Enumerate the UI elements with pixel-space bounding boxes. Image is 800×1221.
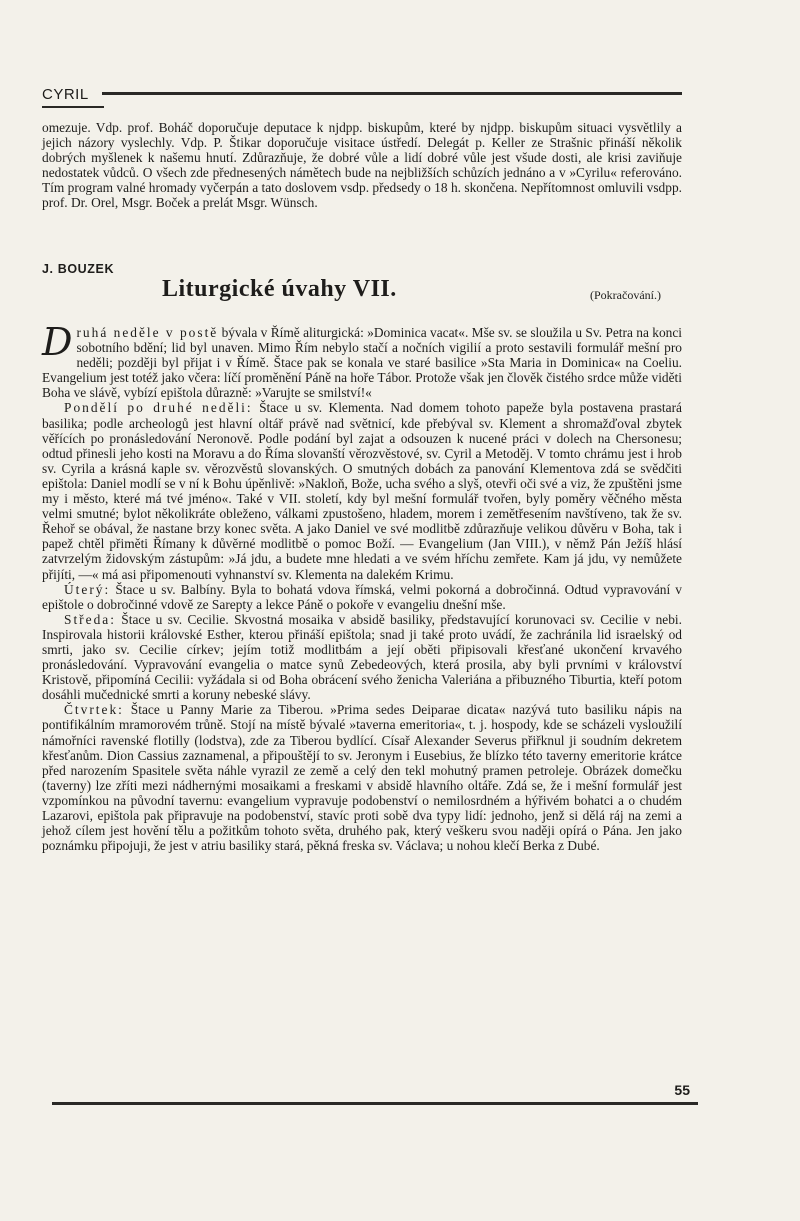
page-footer — [42, 1080, 698, 1110]
paragraph-text: Štace u sv. Cecilie. Skvostná mosaika v absidě basiliky, představující korunovaci sv. Cecilie v nebi. Inspirovala historii královské Esther, kterou přináší epištola; snad ji také proto uvádí, že zachránila lid israelský od smrti, jako sv. Cecilie církev; jejím totiž modlitbám a její oběti připisovali křesťané ukončení krvavého pronásledování. Vypravování evangelia o matce synů Zebedeových, která prosila, aby byli prvními v království Kristově, připomíná Cecilii: vyžádala si od Boha obrácení svého ženicha Valeriána a přibuzného Tiburtia, kteří potom dosáhli mučednické smrti a koruny nebeské slávy. — [42, 611, 682, 703]
journal-title: CYRIL — [42, 86, 89, 103]
running-head — [42, 86, 682, 106]
previous-article-end — [42, 120, 682, 211]
day-heading: Úterý: — [64, 581, 111, 597]
header-underline — [42, 106, 104, 108]
paragraph-tuesday — [42, 582, 682, 612]
paragraph-wednesday — [42, 612, 682, 703]
paragraph-thursday — [42, 702, 682, 853]
page-number: 55 — [674, 1082, 690, 1098]
day-heading: Středa: — [64, 611, 116, 627]
article-title: Liturgické úvahy VII. — [162, 276, 397, 302]
continued-note: (Pokračování.) — [590, 288, 661, 302]
paragraph-monday — [42, 400, 682, 581]
drop-cap: D — [42, 320, 73, 364]
article-author: J. BOUZEK — [42, 262, 115, 276]
day-heading: ruhá neděle v postě — [76, 325, 219, 340]
paragraph-text: Štace u Panny Marie za Tiberou. »Prima sedes Deiparae dicata« nazývá tuto basiliku nápis na pontifikálním mramorovém trůně. Stojí na místě bývalé »taverna emeritoria«, t. j. hospody, kde se scházeli vysloužilí námořníci ravenské flotilly (lodstva), zde za Tiberou bydlící. Císař Alexander Severus přiřknul ji soudním dekretem křesťanům. Dion Cassius zaznamenal, a připouštějí to sv. Jeronym i Eusebius, že blízko této taverny emeritorie krátce před narozením Spasitele světa náhle vyrazil ze země a celý den tekl mohutný pramen petroleje. Obrázek domečku (taverny) lze zříti mezi nádhernými mosaikami a freskami v absidě hlavního oltáře. Zdá se, že i mešní formulář jest vzpomínkou na původní tavernu: evangelium vypravuje podobenství o nemilosrdném a hýřivém bohatci a o chudém Lazarovi, epištola pak připravuje na podobenství, stavíc proti sobě dva typy lidí: jednoho, jenž si dělá ráj na zemi a jehož cílem jest hovění tělu a požitkům tohoto světa, druhého pak, který veškeru svou naději opírá o Pána. Jen jako poznámku připojuji, že jest v atriu basiliky stará, pěkná freska sv. Václava; u nohou klečí Berka z Dubé. — [42, 702, 682, 854]
paragraph-text: Štace u sv. Klementa. Nad domem tohoto papeže byla postavena prastará basilika; podle archeologů jest hlavní oltář právě nad světnicí, kde přebýval sv. Klement a shromažďoval zbytek věřících po pronásledování Neronově. Podle podání byl zajat a odsouzen k nucené práci v dolech na Chersonesu; odtud přinesli jeho kosti na Moravu a do Říma slovanští věrozvěstové, sv. Cyril a Metoděj. V tomto chrámu jest i hrob sv. Cyrila a krásná kaple sv. věrozvěstů slovanských. O smutných dobách za panování Klementova zdá se svědčiti epištola: Daniel modlí se v ní k Bohu úpěnlivě: »Nakloň, Bože, ucha svého a slyš, otevři oči své a viz, že zpuštěni jsme my i město, které má tvé jméno«. Také v VII. století, kdy byl mešní formulář tvořen, byly poměry věčného města velmi smutné; bylot několikráte obleženo, válkami zpustošeno, hladem, morem i zemětřesením navštíveno, tak že sv. Řehoř se obával, že nastane brzy konec světa. A jako Daniel ve své modlitbě zdůrazňuje velikou důvěru v Boha, tak i papež chtěl přiměti Římany k důvěrné modlitbě o pomoc Boží. — Evangelium (Jan VIII.), v němž Pán Ježíš hlásí zatvrzelým židovským zástupům: »Já jdu, a budete mne hledati a ve svém hříchu zemřete. Kam já jdu, vy nemůžete přijíti, —« má asi připomenouti vyhnanství sv. Klementa na dalekém Krimu. — [42, 400, 682, 582]
article-body — [42, 320, 682, 854]
day-heading: Pondělí po druhé neděli: — [64, 400, 253, 416]
paragraph-sunday — [42, 320, 682, 401]
footer-rule — [52, 1102, 698, 1105]
paragraph-text: bývala v Římě aliturgická: »Dominica vacat«. Mše sv. se sloužila u Sv. Petra na konci sobotního bdění; lid byl unaven. Mimo Řím nebylo stačí a nočních vigilií a proto sestavili formulář mešní pro neděli; později byl přijat i v Římě. Štace pak se konala ve staré basilice »Sta Maria in Dominica« na Coeliu. Evangelium jest totéž jako včera: líčí proměnění Páně na hoře Tábor. Protože však jen člověk čistého srdce může viděti Boha ve slávě, vybízí epištola důrazně: »Varujte se smilství!« — [42, 325, 682, 401]
paragraph-text: Štace u sv. Balbíny. Byla to bohatá vdova římská, velmi pokorná a dobročinná. Odtud vypravování v epištole o dobročinné vdově ze Sarepty a lekce Páně o pokoře v evangeliu dnešní mše. — [42, 581, 682, 612]
paragraph: omezuje. Vdp. prof. Boháč doporučuje deputace k njdpp. biskupům, které by njdpp. biskupům situaci vysvětlily a jejich názory vyslechly. Vdp. P. Štikar doporučuje visitace ústředí. Delegát p. Keller ze Strašnic přináší několik dobrých myšlenek k našemu hnutí. Zdůrazňuje, že dobré vůle a lidí dobré vůle jest všude dosti, ale krisi zaviňuje nedostatek vůdců. O všech zde přednesených námětech bude na nejbližších schůzích jednáno a v »Cyrilu« referováno. Tím program valné hromady vyčerpán a tato doslovem vsdp. předsedy o 18 h. skončena. Nepřítomnost omluvili vsdpp. prof. Dr. Orel, Msgr. Boček a prelát Msgr. Wünsch. — [42, 120, 682, 211]
day-heading: Čtvrtek: — [64, 702, 124, 718]
header-rule — [102, 92, 682, 95]
